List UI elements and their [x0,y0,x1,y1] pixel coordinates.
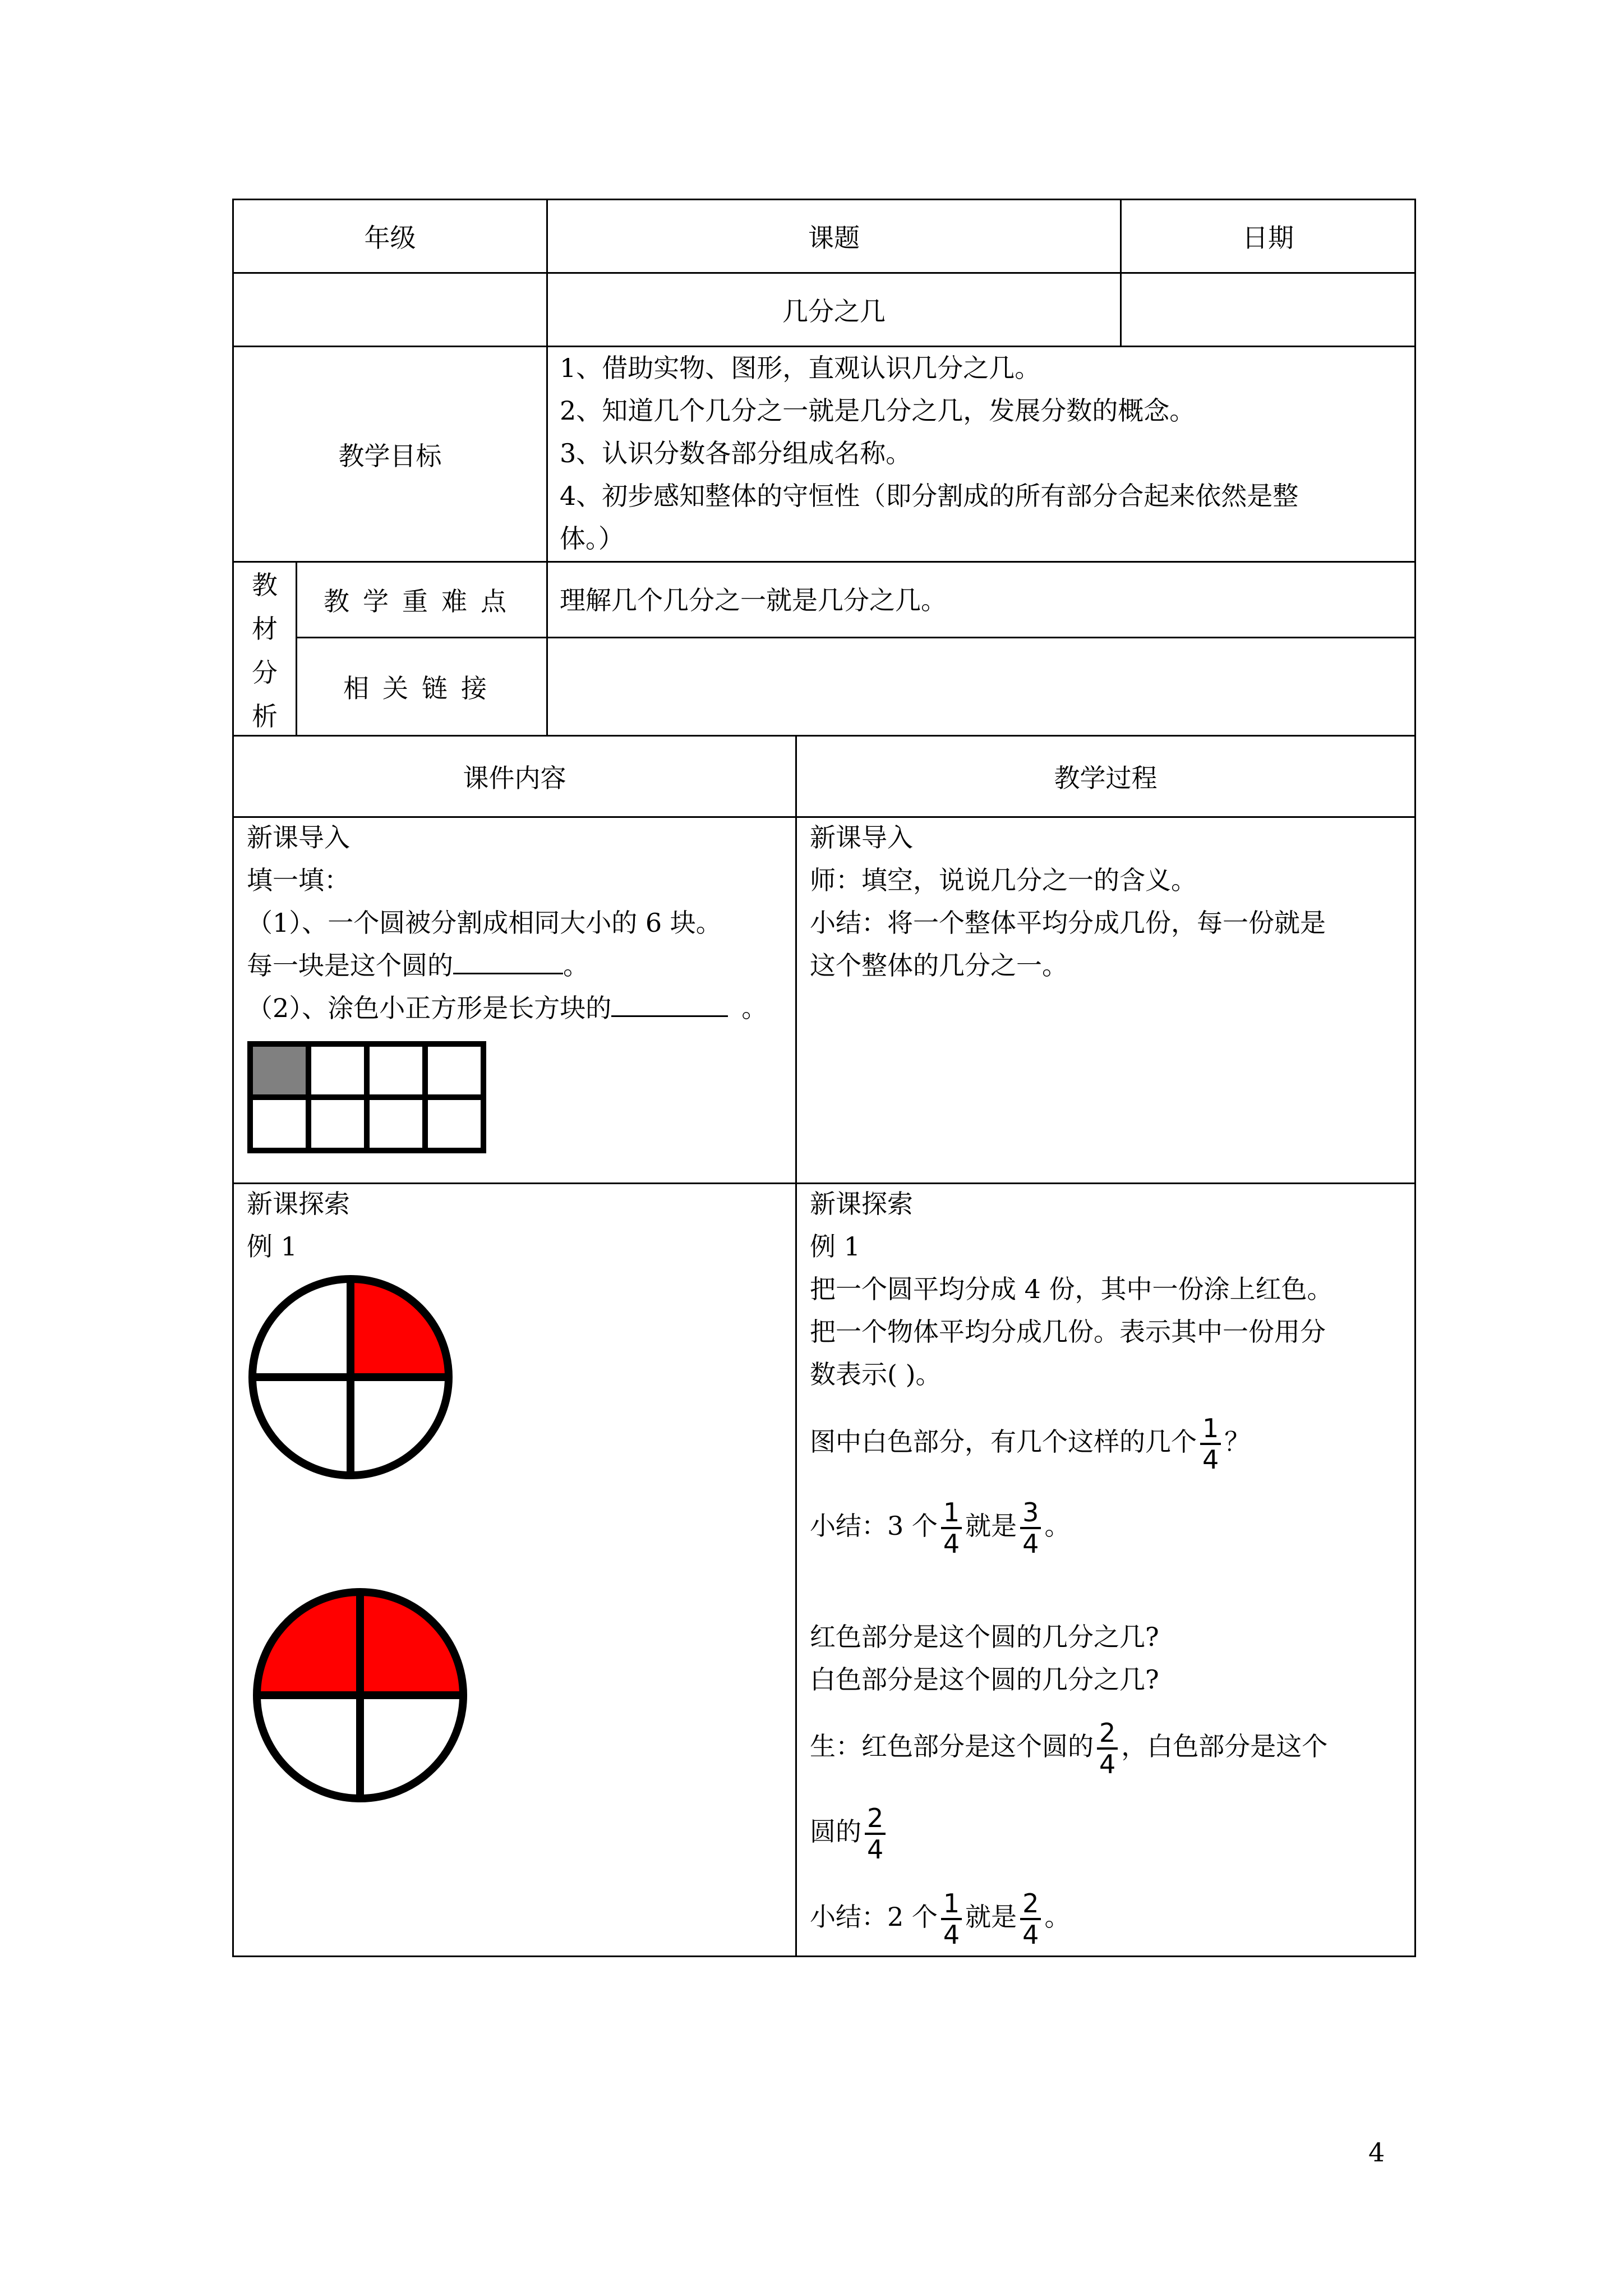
student-line-2-prefix: 圆的 [810,1816,861,1847]
fraction-two-quarters [1097,1718,1118,1779]
date-label: 日期 [1242,223,1294,253]
grid-square [308,1044,367,1097]
key-points-value: 理解几个几分之一就是几分之几。 [560,585,947,615]
intro-summary-line-2: 这个整体的几分之一。 [810,950,1068,981]
fraction-numerator: 2 [1020,1889,1041,1920]
fraction-two-quarters [1020,1889,1041,1949]
objective-item: 2、知道几个几分之一就是几分之几，发展分数的概念。 [560,395,1196,426]
explore-right-example: 例 1 [810,1231,860,1262]
explore-left-example: 例 1 [247,1231,297,1262]
red-part-question: 红色部分是这个圆的几分之几? [810,1622,1159,1652]
page-number: 4 [1368,2137,1385,2168]
student-answer-line-1 [810,1710,1327,1783]
date-header-cell [1120,199,1416,274]
question-2-prefix: （2）、涂色小正方形是长方块的 [247,993,612,1023]
analysis-label-char: 材 [252,614,278,644]
teacher-line: 师：填空，说说几分之一的含义。 [810,865,1197,895]
fraction-numerator: 1 [941,1498,962,1529]
summary-1-line [810,1489,1070,1562]
explore-line-1: 把一个圆平均分成 4 份，其中一份涂上红色。 [810,1274,1333,1304]
links-label-cell [296,637,548,737]
fraction-denominator: 4 [1022,1920,1039,1950]
objective-item: 4、初步感知整体的守恒性（即分割成的所有部分合起来依然是整 [560,481,1299,511]
analysis-label-char: 教 [252,570,278,600]
summary-2-mid: 就是 [965,1902,1017,1932]
explore-right-title: 新课探索 [810,1189,913,1219]
explore-left-title: 新课探索 [247,1189,350,1219]
objectives-label: 教学目标 [338,440,442,471]
fraction-numerator: 1 [1200,1414,1221,1445]
grid-square [425,1044,483,1097]
summary-1-suffix: 。 [1044,1511,1071,1541]
question-2-line [247,987,767,1029]
grade-value-cell [232,272,548,347]
topic-value: 几分之几 [782,296,886,326]
summary-2-suffix: 。 [1044,1902,1071,1932]
fraction-denominator: 4 [943,1920,960,1950]
fraction-numerator: 2 [1097,1718,1118,1750]
fraction-one-quarter [941,1889,962,1949]
links-value-cell [546,637,1416,737]
intro-left-title: 新课导入 [247,822,350,853]
explore-line-2: 把一个物体平均分成几份。表示其中一份用分 [810,1317,1326,1347]
links-label: 相关链接 [343,673,500,703]
fraction-three-quarters [1020,1498,1041,1558]
topic-value-cell [546,272,1122,347]
fraction-numerator: 3 [1020,1498,1041,1529]
grid-square [367,1044,425,1097]
courseware-header-cell [232,735,797,818]
student-mid: ，白色部分是这个 [1121,1731,1328,1761]
grid-square [308,1097,367,1151]
analysis-label-char: 析 [252,701,278,731]
fraction-two-quarters [865,1803,886,1864]
student-answer-line-2 [810,1795,889,1868]
fraction-denominator: 4 [1099,1749,1116,1779]
grade-label: 年级 [364,223,416,253]
quarter-circle-figure [247,1273,454,1481]
white-part-question-2: 白色部分是这个圆的几分之几? [810,1664,1159,1695]
question-1-line-1: （1）、一个圆被分割成相同大小的 6 块。 [247,908,722,938]
objective-item: 1、借助实物、图形，直观认识几分之几。 [560,353,1041,383]
grid-square [425,1097,483,1151]
objectives-label-cell [232,346,548,563]
summary-2-line [810,1880,1070,1953]
grid-square [367,1097,425,1151]
shaded-square [250,1044,308,1097]
student-prefix: 生：红色部分是这个圆的 [810,1731,1094,1761]
intro-right-title: 新课导入 [810,822,913,853]
summary-1-prefix: 小结：3 个 [810,1511,938,1541]
analysis-label-char: 分 [252,657,278,688]
topic-label: 课题 [808,223,860,253]
question-1-prefix: 每一块是这个圆的 [247,950,453,981]
grade-header-cell [232,199,548,274]
question-2-suffix: 。 [741,993,768,1023]
intro-summary-line-1: 小结：将一个整体平均分成几份，每一份就是 [810,908,1326,938]
topic-header-cell [546,199,1122,274]
fraction-denominator: 4 [867,1834,884,1865]
fill-label: 填一填： [247,865,350,895]
objective-item: 体。） [560,523,624,554]
question-1-line-2 [247,944,589,987]
fraction-denominator: 4 [1022,1529,1039,1559]
process-header-cell [795,735,1416,818]
question-1-suffix: 。 [563,950,589,981]
fraction-denominator: 4 [943,1529,960,1559]
answer-blank [611,991,728,1017]
date-value-cell [1120,272,1416,347]
summary-2-prefix: 小结：2 个 [810,1902,938,1932]
fraction-numerator: 1 [941,1889,962,1920]
objective-item: 3、认识分数各部分组成名称。 [560,438,912,468]
summary-1-mid: 就是 [965,1511,1017,1541]
grid-square [250,1097,308,1151]
courseware-header: 课件内容 [463,763,566,793]
explore-line-3: 数表示( )。 [810,1359,942,1389]
half-circle-figure [247,1588,473,1803]
white-part-question [810,1405,1250,1478]
rectangle-grid-figure [247,1041,488,1154]
white-question-prefix: 图中白色部分，有几个这样的几个 [810,1427,1197,1457]
answer-blank [453,948,563,974]
fraction-one-quarter [941,1498,962,1558]
white-question-suffix: ？ [1224,1427,1251,1457]
key-points-label-cell [296,561,548,638]
key-points-label: 教学重难点 [324,586,520,616]
process-header: 教学过程 [1054,763,1158,793]
fraction-denominator: 4 [1202,1444,1219,1475]
fraction-one-quarter [1200,1414,1221,1474]
fraction-numerator: 2 [865,1803,886,1835]
